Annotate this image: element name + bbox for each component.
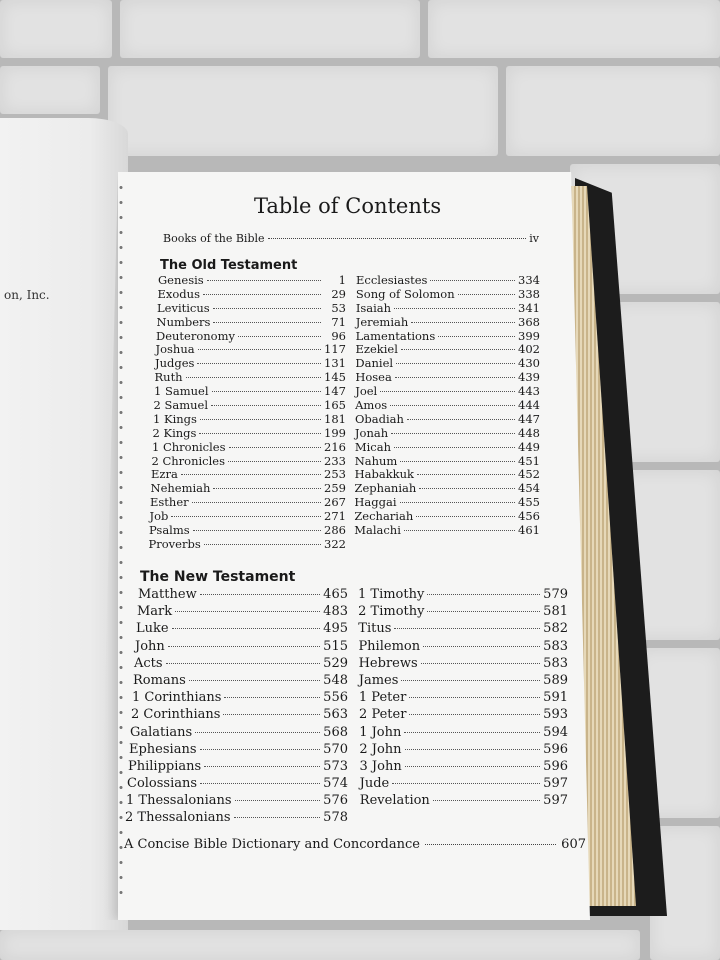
toc-row: [359, 690, 568, 707]
toc-row: [149, 523, 346, 537]
dot-leader: [193, 530, 321, 531]
entry-page: iv: [529, 232, 539, 245]
page-number: 594: [543, 724, 568, 740]
page-number: 253: [324, 467, 346, 482]
page-number: 578: [323, 810, 348, 826]
toc-row: [354, 523, 540, 537]
page-number: 165: [324, 398, 346, 413]
page-number: 233: [324, 453, 346, 468]
toc-row: [158, 287, 347, 301]
page-number: 451: [518, 453, 540, 468]
dot-leader: [211, 405, 321, 406]
page-number: 71: [331, 314, 346, 329]
book-name: Proverbs: [148, 536, 201, 551]
new-testament-column-2: [358, 587, 568, 810]
book-name: Colossians: [127, 776, 198, 792]
dot-leader: [268, 238, 527, 239]
book-name: Haggai: [354, 495, 397, 510]
toc-row: [360, 759, 569, 776]
toc-row: [153, 426, 347, 440]
toc-row: [359, 673, 568, 690]
book-name: 2 Kings: [152, 425, 197, 440]
page-number: 570: [323, 741, 348, 757]
dot-leader: [224, 697, 320, 698]
dot-leader: [396, 363, 515, 364]
old-testament-heading: The Old Testament: [160, 258, 298, 273]
entry-page: 607: [561, 837, 586, 852]
book-name: 2 John: [359, 741, 402, 757]
book-name: Zephaniah: [354, 481, 417, 496]
book-name: Ecclesiastes: [356, 273, 428, 287]
toc-row: [355, 467, 540, 481]
old-testament-column-2: [356, 273, 540, 537]
page-number: 147: [324, 384, 346, 399]
book-name: 2 Peter: [359, 707, 407, 723]
toc-row: [150, 509, 347, 523]
page-number: 181: [324, 411, 346, 426]
toc-row: [126, 793, 348, 810]
left-page-text: on, Inc.: [4, 288, 50, 302]
books-of-bible-entry: [163, 232, 539, 245]
dot-leader: [171, 516, 321, 517]
book-name: Hebrews: [358, 655, 418, 671]
dot-leader: [207, 280, 321, 281]
dot-leader: [166, 663, 321, 664]
toc-row: [355, 481, 541, 495]
page-number: 483: [323, 604, 348, 620]
toc-row: [127, 776, 348, 793]
dot-leader: [394, 308, 515, 309]
toc-row: [136, 621, 348, 638]
dot-leader: [197, 363, 321, 364]
dot-leader: [390, 405, 515, 406]
book-name: Job: [149, 509, 169, 524]
book-name: Ezekiel: [355, 342, 398, 357]
dot-leader: [419, 488, 515, 489]
book-name: Deuteronomy: [156, 328, 236, 343]
toc-row: [356, 342, 541, 356]
toc-row: [137, 604, 348, 621]
new-testament-column-1: [125, 587, 348, 828]
book-name: 1 John: [359, 724, 402, 740]
dot-leader: [195, 732, 320, 733]
toc-row: [152, 454, 347, 468]
book-name: 1 Thessalonians: [126, 793, 232, 809]
page-number: 145: [324, 370, 346, 385]
book-name: Habakkuk: [354, 467, 415, 482]
toc-row: [156, 329, 346, 343]
book-name: Hosea: [355, 370, 392, 385]
book-name: 1 Peter: [358, 690, 407, 706]
page-number: 563: [323, 707, 348, 723]
toc-row: [358, 587, 568, 604]
dot-leader: [433, 800, 540, 801]
dot-leader: [228, 461, 321, 462]
toc-row: [151, 481, 347, 495]
dot-leader: [189, 680, 320, 681]
page-number: 596: [543, 741, 568, 757]
dot-leader: [405, 766, 540, 767]
toc-row: [355, 440, 540, 454]
dot-leader: [229, 447, 321, 448]
book-name: Matthew: [138, 587, 197, 602]
toc-row: [128, 759, 348, 776]
toc-row: [355, 426, 540, 440]
book-name: Jeremiah: [355, 314, 409, 329]
toc-row: [359, 707, 568, 724]
dot-leader: [407, 419, 515, 420]
book-name: Nahum: [354, 453, 398, 468]
dot-leader: [438, 336, 515, 337]
toc-row: [356, 301, 540, 315]
page-number: 216: [324, 439, 346, 454]
page-number: 454: [518, 481, 540, 496]
page-number: 439: [518, 370, 540, 385]
new-testament-heading: The New Testament: [140, 569, 296, 585]
book-name: 2 Thessalonians: [125, 810, 231, 826]
dot-leader: [181, 474, 321, 475]
dot-leader: [391, 433, 515, 434]
page-number: 444: [518, 398, 540, 413]
book-name: Ezra: [151, 467, 178, 482]
dot-leader: [235, 800, 321, 801]
book-name: Luke: [136, 621, 169, 637]
toc-row: [157, 301, 346, 315]
page-number: 131: [324, 356, 346, 371]
dot-leader: [400, 461, 515, 462]
toc-row: [134, 656, 348, 673]
dot-leader: [203, 294, 321, 295]
book-name: James: [358, 672, 399, 688]
book-name: 1 Chronicles: [152, 439, 226, 454]
page-number: 259: [324, 481, 346, 496]
page-number: 334: [518, 273, 540, 287]
book-name: Zechariah: [354, 509, 414, 524]
page-number: 447: [518, 411, 540, 426]
book-name: Joel: [355, 384, 378, 399]
page-number: 583: [543, 655, 568, 671]
book-name: Micah: [354, 439, 391, 454]
toc-row: [355, 356, 540, 370]
toc-row: [158, 273, 346, 287]
dot-leader: [401, 680, 540, 681]
page-number: 596: [543, 758, 568, 774]
page-number: 593: [543, 707, 568, 723]
page-number: 574: [323, 776, 348, 792]
book-name: Mark: [137, 604, 173, 620]
book-name: Ephesians: [129, 741, 197, 757]
page-number: 117: [324, 342, 346, 357]
dot-leader: [423, 646, 540, 647]
toc-row: [150, 495, 346, 509]
book-name: 2 Corinthians: [131, 707, 221, 723]
dot-leader: [405, 749, 541, 750]
toc-row: [154, 398, 347, 412]
book-name: Leviticus: [157, 300, 210, 315]
dot-leader: [186, 377, 321, 378]
toc-row: [157, 315, 347, 329]
page-number: 461: [518, 523, 540, 538]
page-number: 515: [323, 638, 348, 654]
book-name: Judges: [155, 356, 195, 371]
dot-leader: [213, 308, 321, 309]
dot-leader: [421, 663, 541, 664]
page-number: 455: [518, 495, 540, 510]
page-number: 548: [323, 672, 348, 688]
dot-leader: [427, 594, 540, 595]
dot-leader: [427, 611, 540, 612]
page-number: 322: [324, 536, 346, 551]
book-name: Lamentations: [355, 328, 436, 343]
page-number: 589: [543, 672, 568, 688]
book-name: Amos: [355, 398, 388, 413]
book-name: 2 Chronicles: [151, 453, 226, 468]
page-number: 399: [518, 328, 540, 343]
dot-leader: [458, 294, 515, 295]
page-number: 591: [543, 690, 568, 706]
page-number: 452: [518, 467, 540, 482]
page-number: 443: [518, 384, 540, 399]
page-number: 286: [324, 523, 346, 538]
book-name: John: [135, 638, 165, 654]
dot-leader: [380, 391, 515, 392]
book-name: Daniel: [355, 356, 394, 371]
page-number: 576: [323, 793, 348, 809]
book-name: 1 Timothy: [358, 587, 425, 602]
page-number: 556: [323, 690, 348, 706]
book-name: 1 Kings: [153, 411, 197, 426]
toc-row: [153, 412, 346, 426]
toc-row: [354, 495, 540, 509]
dot-leader: [394, 628, 540, 629]
toc-row: [355, 454, 540, 468]
book-name: Obadiah: [355, 411, 404, 426]
dot-leader: [404, 732, 540, 733]
page-number: 579: [543, 587, 568, 602]
dot-leader: [172, 628, 321, 629]
dot-leader: [238, 336, 321, 337]
page-number: 465: [323, 587, 348, 602]
book-name: Jude: [359, 776, 390, 792]
entry-label: Books of the Bible: [163, 232, 265, 245]
dot-leader: [416, 516, 515, 517]
book-name: Esther: [150, 495, 189, 510]
dot-leader: [204, 766, 320, 767]
page-number: 199: [324, 425, 346, 440]
dot-leader: [223, 714, 320, 715]
dictionary-entry: [124, 837, 586, 852]
dot-leader: [392, 783, 540, 784]
dot-leader: [200, 419, 321, 420]
book-name: Isaiah: [355, 300, 392, 315]
page-number: 53: [331, 300, 346, 315]
page-number: 402: [518, 342, 540, 357]
toc-row: [359, 725, 568, 742]
dot-leader: [394, 447, 515, 448]
toc-row: [131, 707, 348, 724]
dot-leader: [409, 714, 540, 715]
book-name: Romans: [133, 672, 186, 688]
dot-leader: [404, 530, 515, 531]
page-number: 341: [518, 300, 540, 315]
dot-leader: [192, 502, 321, 503]
page-number: 338: [518, 286, 540, 301]
toc-row: [155, 370, 347, 384]
toc-row: [356, 273, 540, 287]
page-number: 1: [338, 273, 346, 287]
dot-leader: [175, 611, 320, 612]
dot-leader: [168, 646, 320, 647]
dot-leader: [425, 844, 556, 845]
toc-row: [135, 639, 348, 656]
book-name: Song of Solomon: [355, 286, 455, 301]
book-name: Ruth: [154, 370, 183, 385]
toc-row: [154, 384, 346, 398]
toc-row: [152, 440, 346, 454]
dot-leader: [213, 322, 321, 323]
page-number: 368: [518, 314, 540, 329]
old-testament-column-1: [148, 273, 346, 551]
page-number: 581: [543, 604, 568, 620]
page-number: 456: [518, 509, 540, 524]
dot-leader: [417, 474, 515, 475]
page-number: 568: [323, 724, 348, 740]
book-name: Nehemiah: [150, 481, 211, 496]
page-number: 448: [518, 425, 540, 440]
dot-leader: [400, 502, 515, 503]
toc-row: [355, 412, 540, 426]
dot-leader: [234, 817, 321, 818]
book-name: 2 Samuel: [153, 398, 209, 413]
toc-row: [355, 384, 540, 398]
toc-row: [133, 673, 348, 690]
page-number: 495: [323, 621, 348, 637]
toc-row: [359, 742, 568, 759]
book-name: Revelation: [359, 793, 430, 809]
page-number: 583: [543, 638, 568, 654]
toc-row: [355, 370, 540, 384]
page-number: 29: [331, 286, 346, 301]
toc-row: [155, 356, 346, 370]
book-name: Malachi: [354, 523, 401, 538]
page-number: 430: [518, 356, 540, 371]
toc-row: [138, 587, 348, 604]
toc-row: [156, 342, 347, 356]
book-name: Philippians: [128, 758, 202, 774]
book-name: Exodus: [157, 286, 200, 301]
dot-leader: [395, 377, 515, 378]
page-number: 96: [331, 328, 346, 343]
toc-row: [125, 810, 348, 827]
toc-row: [360, 776, 568, 793]
dot-leader: [200, 783, 320, 784]
book-name: Jonah: [354, 425, 389, 440]
page-number: 597: [543, 793, 568, 809]
toc-row: [355, 398, 540, 412]
book-name: Psalms: [149, 523, 190, 538]
dot-leader: [213, 488, 321, 489]
dot-leader: [199, 433, 321, 434]
book-name: Genesis: [158, 273, 204, 287]
toc-row: [149, 537, 347, 551]
page-number: 582: [543, 621, 568, 637]
book-name: Galatians: [130, 724, 193, 740]
dot-leader: [409, 697, 540, 698]
page-number: 267: [324, 495, 346, 510]
toc-row: [358, 604, 568, 621]
book-name: 3 John: [359, 758, 402, 774]
toc-row: [132, 690, 348, 707]
toc-row: [130, 725, 348, 742]
dot-leader: [411, 322, 515, 323]
book-name: 1 Corinthians: [132, 690, 222, 706]
toc-row: [354, 509, 540, 523]
dot-leader: [198, 349, 321, 350]
dot-leader: [200, 749, 321, 750]
book-name: Joshua: [155, 342, 195, 357]
book-name: Titus: [358, 621, 392, 637]
dot-leader: [200, 594, 320, 595]
page-number: 573: [323, 758, 348, 774]
book-name: Philemon: [358, 638, 421, 654]
page-number: 271: [324, 509, 346, 524]
page-number: 449: [518, 439, 540, 454]
page-number: 597: [543, 776, 568, 792]
toc-row: [358, 621, 568, 638]
toc-row: [356, 287, 540, 301]
page-number: 529: [323, 655, 348, 671]
dot-leader: [212, 391, 321, 392]
dot-leader: [430, 280, 515, 281]
dot-leader: [204, 544, 321, 545]
book-name: Acts: [134, 655, 163, 671]
toc-row: [359, 656, 568, 673]
book-name: 2 Timothy: [358, 604, 425, 620]
toc-row: [356, 329, 540, 343]
toc-row: [129, 742, 348, 759]
page-title: Table of Contents: [254, 194, 442, 218]
entry-label: A Concise Bible Dictionary and Concordance: [124, 837, 420, 852]
toc-row: [358, 639, 568, 656]
book-name: 1 Samuel: [154, 384, 209, 399]
book-name: Numbers: [156, 314, 211, 329]
toc-row: [356, 315, 540, 329]
toc-row: [360, 793, 568, 810]
toc-row: [151, 467, 346, 481]
dot-leader: [401, 349, 515, 350]
